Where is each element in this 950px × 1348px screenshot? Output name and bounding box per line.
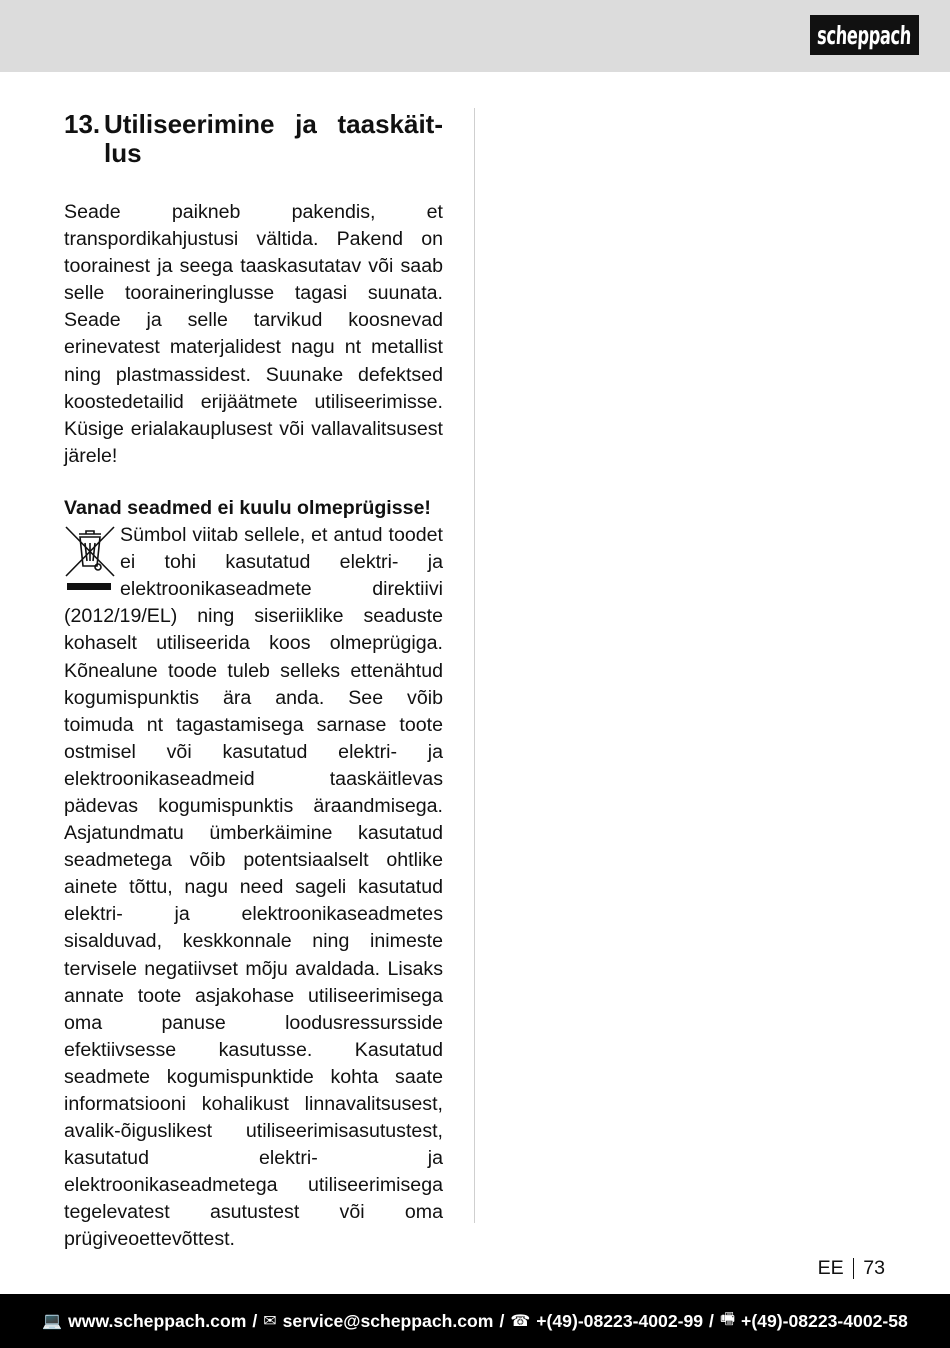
page-number-value: 73: [863, 1257, 885, 1279]
footer-website[interactable]: [42, 1311, 246, 1332]
footer-fax-text: +(49)-08223-4002-58: [741, 1310, 908, 1331]
computer-icon: 💻: [42, 1313, 63, 1330]
section-title: [104, 110, 443, 168]
brand-logo: [810, 15, 919, 55]
weee-subheading: Vanad seadmed ei kuulu olmeprügisse!: [64, 496, 431, 519]
brand-logo-text: scheppach: [816, 20, 913, 50]
footer-separator: /: [252, 1310, 258, 1331]
page-number: [818, 1257, 885, 1280]
column-divider: [474, 108, 475, 1223]
footer-email[interactable]: [263, 1311, 493, 1332]
intro-paragraph: Seade paikneb pakendis, et transpordikahjustusi vältida. Pakend on toorainest ja seega taaskasutatav või saab selle tooraineringlusse tagasi suunata. Seade ja selle tarvikud koosnevad erinevatest materjalidest nagu nt metallist ning plastmassidest. Suunake defektsed koostedetailid erijäätmete utiliseerimisse. Küsige erialakauplusest või vallavalitsusest järele!: [64, 201, 443, 467]
footer-website-text: www.scheppach.com: [68, 1310, 247, 1331]
footer-separator: /: [709, 1310, 714, 1331]
header-band: [0, 0, 950, 72]
footer-email-text: service@scheppach.com: [282, 1310, 494, 1331]
footer-phone: [510, 1311, 703, 1332]
section-heading: [64, 110, 443, 168]
weee-paragraph: [64, 522, 443, 1254]
section-title-line2: lus: [104, 138, 142, 168]
page-number-divider: [853, 1258, 855, 1279]
footer-fax: [720, 1308, 908, 1335]
fax-icon: 🖷: [719, 1310, 736, 1328]
footer-separator: /: [499, 1310, 505, 1331]
footer-band: [0, 1294, 950, 1348]
telephone-icon: ☎: [510, 1313, 531, 1330]
page-language: EE: [817, 1257, 844, 1279]
section-title-line1: Utiliseerimine ja taaskäit-: [104, 109, 443, 139]
crossed-out-wheelie-bin-icon: [64, 525, 116, 595]
main-column: [64, 110, 443, 1254]
footer-phone-text: +(49)-08223-4002-99: [536, 1310, 704, 1331]
section-number: 13.: [64, 109, 101, 139]
weee-text: Sümbol viitab sellele, et antud toodet ei tohi kasutatud elektri- ja elektroonikaseadmete direktiivi (2012/19/EL) ning siseriiklike seaduste kohaselt utiliseerida koos olmeprügiga. Kõnealune toode tuleb selleks ettenähtud kogumispunktis ära anda. See võib toimuda nt tagastamisega sarnase toote ostmisel või kasutatud elektri- ja elektroonikaseadmeid taaskäitlevas pädevas kogumispunktis äraandmisega. Asjatundmatu ümberkäimine kasutatud seadmetega võib potentsiaalselt ohtlike ainete tõttu, nagu need sageli kasutatud elektri- ja elektroonikaseadmetes sisalduvad, keskkonnale ning inimeste tervisele negatiivset mõju avaldada. Lisaks annate toote asjakohase utiliseerimisega oma panuse loodusressursside efektiivsesse kasutusse. Kasutatud seadmete kogumispunktide kohta saate informatsiooni kohalikust linnavalitsusest, avalik-õiguslikest utiliseerimisasutustest, kasutatud elektri- ja elektroonikaseadmetega utiliseerimisega tegelevatest asutustest või oma prügiveoettevõttest.: [64, 524, 443, 1251]
envelope-icon: ✉: [263, 1313, 277, 1330]
